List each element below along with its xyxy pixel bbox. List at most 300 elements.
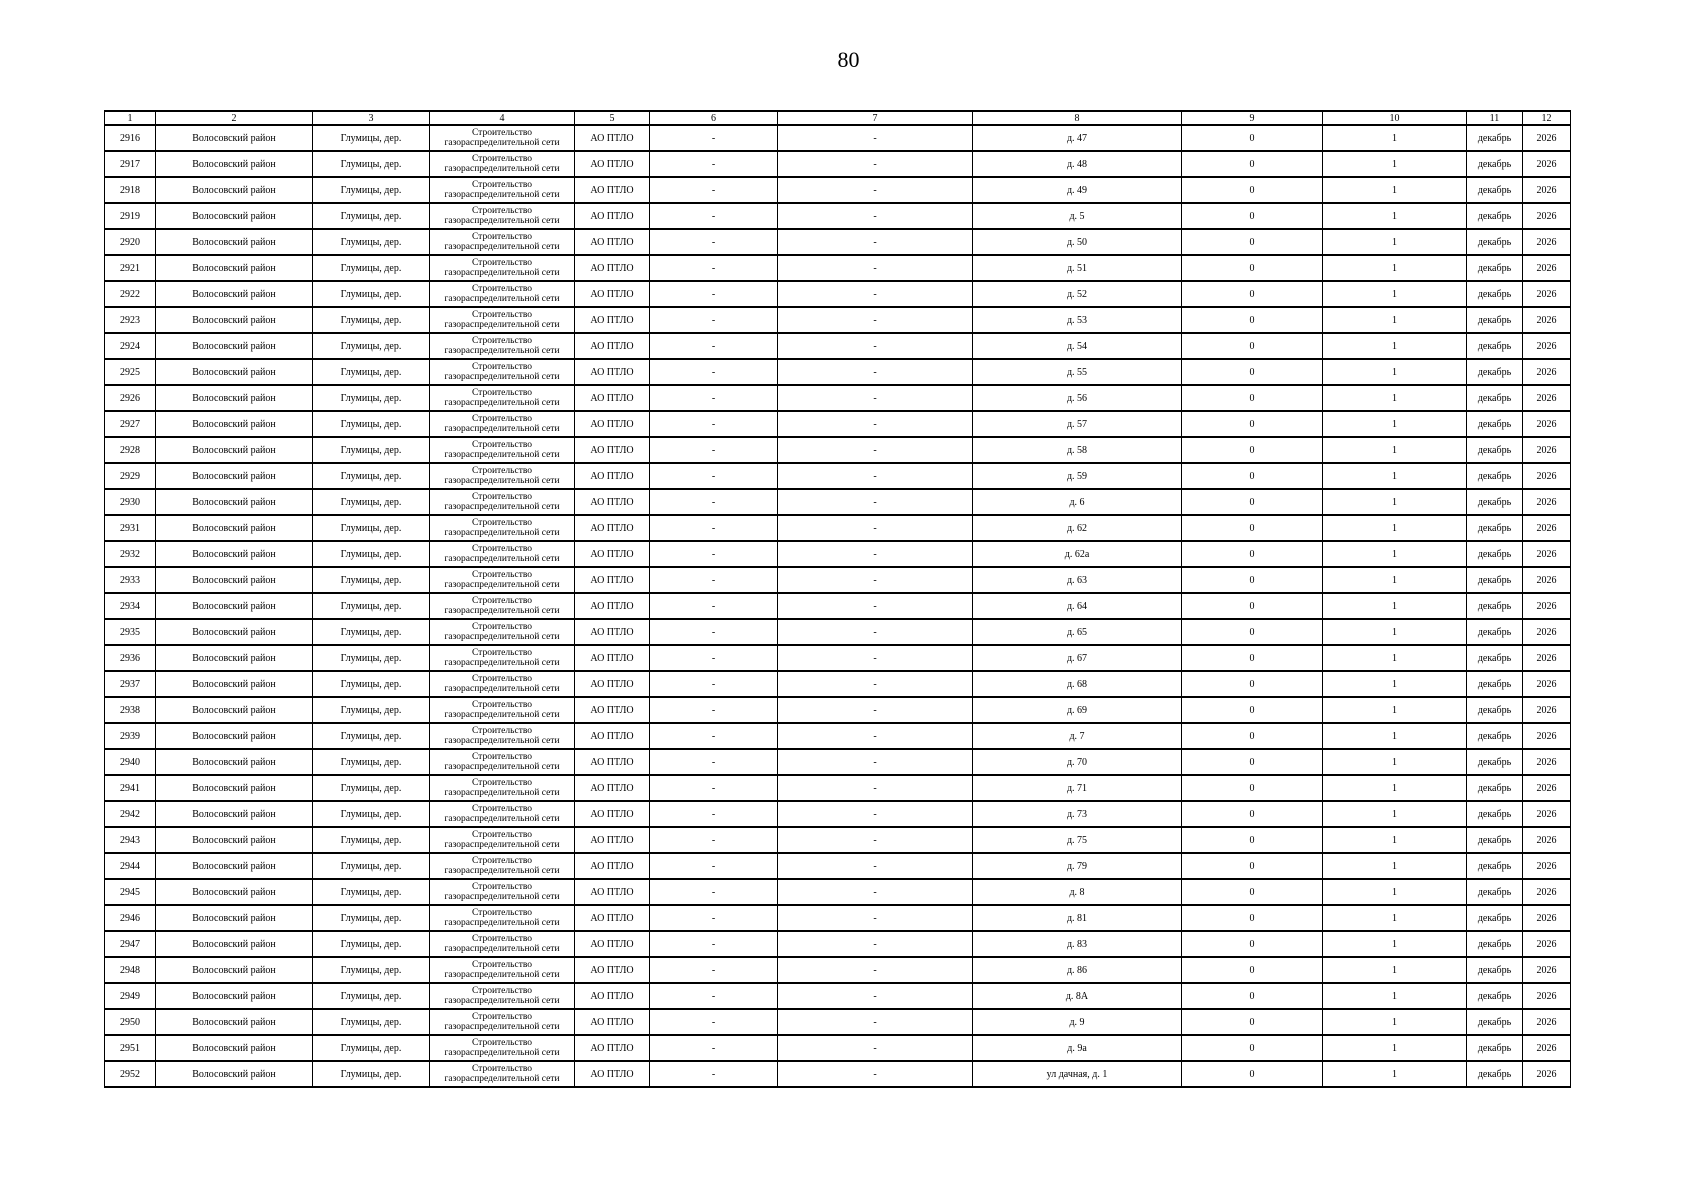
cell-district: Волосовский район xyxy=(156,905,313,931)
cell-district: Волосовский район xyxy=(156,827,313,853)
cell-year: 2026 xyxy=(1523,1009,1571,1035)
table-row xyxy=(105,463,1571,489)
cell-organization: АО ПТЛО xyxy=(575,515,650,541)
cell-row-number: 2935 xyxy=(105,619,156,645)
cell-col9-value: 0 xyxy=(1182,437,1323,463)
cell-col6-dash: - xyxy=(650,437,778,463)
cell-district: Волосовский район xyxy=(156,307,313,333)
cell-col10-value: 1 xyxy=(1323,151,1467,177)
cell-locality: Глумицы, дер. xyxy=(313,307,430,333)
cell-year: 2026 xyxy=(1523,489,1571,515)
cell-address: д. 58 xyxy=(973,437,1182,463)
cell-row-number: 2922 xyxy=(105,281,156,307)
cell-month: декабрь xyxy=(1467,411,1523,437)
cell-locality: Глумицы, дер. xyxy=(313,437,430,463)
cell-col6-dash: - xyxy=(650,931,778,957)
cell-month: декабрь xyxy=(1467,593,1523,619)
cell-year: 2026 xyxy=(1523,567,1571,593)
cell-address: д. 81 xyxy=(973,905,1182,931)
cell-col9-value: 0 xyxy=(1182,541,1323,567)
cell-row-number: 2947 xyxy=(105,931,156,957)
cell-locality: Глумицы, дер. xyxy=(313,541,430,567)
cell-locality: Глумицы, дер. xyxy=(313,229,430,255)
cell-district: Волосовский район xyxy=(156,333,313,359)
cell-col9-value: 0 xyxy=(1182,775,1323,801)
cell-work-type: Строительство газораспределительной сети xyxy=(430,593,575,619)
cell-organization: АО ПТЛО xyxy=(575,281,650,307)
cell-locality: Глумицы, дер. xyxy=(313,905,430,931)
cell-address: д. 83 xyxy=(973,931,1182,957)
cell-col10-value: 1 xyxy=(1323,879,1467,905)
cell-work-type: Строительство газораспределительной сети xyxy=(430,489,575,515)
cell-col10-value: 1 xyxy=(1323,957,1467,983)
cell-col7-dash: - xyxy=(778,645,973,671)
table-body xyxy=(105,125,1571,1087)
cell-year: 2026 xyxy=(1523,151,1571,177)
table-row xyxy=(105,1009,1571,1035)
cell-col7-dash: - xyxy=(778,203,973,229)
table-row xyxy=(105,281,1571,307)
cell-year: 2026 xyxy=(1523,385,1571,411)
cell-col6-dash: - xyxy=(650,541,778,567)
cell-row-number: 2939 xyxy=(105,723,156,749)
cell-district: Волосовский район xyxy=(156,515,313,541)
cell-col7-dash: - xyxy=(778,983,973,1009)
cell-row-number: 2926 xyxy=(105,385,156,411)
cell-work-type: Строительство газораспределительной сети xyxy=(430,983,575,1009)
cell-col9-value: 0 xyxy=(1182,593,1323,619)
table-row xyxy=(105,307,1571,333)
cell-col10-value: 1 xyxy=(1323,411,1467,437)
cell-col9-value: 0 xyxy=(1182,307,1323,333)
cell-col9-value: 0 xyxy=(1182,1061,1323,1087)
cell-year: 2026 xyxy=(1523,359,1571,385)
cell-locality: Глумицы, дер. xyxy=(313,281,430,307)
cell-address: д. 69 xyxy=(973,697,1182,723)
cell-col9-value: 0 xyxy=(1182,411,1323,437)
cell-work-type: Строительство газораспределительной сети xyxy=(430,801,575,827)
table-row xyxy=(105,671,1571,697)
cell-col10-value: 1 xyxy=(1323,333,1467,359)
cell-district: Волосовский район xyxy=(156,775,313,801)
cell-work-type: Строительство газораспределительной сети xyxy=(430,515,575,541)
column-header-9: 9 xyxy=(1182,111,1323,125)
cell-year: 2026 xyxy=(1523,697,1571,723)
cell-row-number: 2938 xyxy=(105,697,156,723)
cell-col7-dash: - xyxy=(778,385,973,411)
cell-organization: АО ПТЛО xyxy=(575,125,650,151)
cell-locality: Глумицы, дер. xyxy=(313,255,430,281)
cell-month: декабрь xyxy=(1467,723,1523,749)
cell-month: декабрь xyxy=(1467,125,1523,151)
cell-row-number: 2921 xyxy=(105,255,156,281)
cell-address: д. 68 xyxy=(973,671,1182,697)
cell-address: д. 7 xyxy=(973,723,1182,749)
cell-col6-dash: - xyxy=(650,749,778,775)
cell-district: Волосовский район xyxy=(156,567,313,593)
cell-address: д. 9 xyxy=(973,1009,1182,1035)
table-row xyxy=(105,749,1571,775)
table-row xyxy=(105,541,1571,567)
cell-organization: АО ПТЛО xyxy=(575,489,650,515)
cell-district: Волосовский район xyxy=(156,645,313,671)
cell-address: д. 48 xyxy=(973,151,1182,177)
cell-locality: Глумицы, дер. xyxy=(313,697,430,723)
cell-col6-dash: - xyxy=(650,827,778,853)
cell-work-type: Строительство газораспределительной сети xyxy=(430,359,575,385)
cell-year: 2026 xyxy=(1523,1061,1571,1087)
cell-year: 2026 xyxy=(1523,801,1571,827)
cell-year: 2026 xyxy=(1523,749,1571,775)
cell-col6-dash: - xyxy=(650,1009,778,1035)
cell-locality: Глумицы, дер. xyxy=(313,931,430,957)
cell-col9-value: 0 xyxy=(1182,1035,1323,1061)
cell-col6-dash: - xyxy=(650,333,778,359)
cell-col7-dash: - xyxy=(778,281,973,307)
cell-month: декабрь xyxy=(1467,1061,1523,1087)
cell-work-type: Строительство газораспределительной сети xyxy=(430,853,575,879)
cell-col10-value: 1 xyxy=(1323,697,1467,723)
cell-col10-value: 1 xyxy=(1323,645,1467,671)
cell-work-type: Строительство газораспределительной сети xyxy=(430,437,575,463)
column-header-11: 11 xyxy=(1467,111,1523,125)
cell-address: д. 49 xyxy=(973,177,1182,203)
cell-month: декабрь xyxy=(1467,229,1523,255)
cell-locality: Глумицы, дер. xyxy=(313,567,430,593)
cell-col9-value: 0 xyxy=(1182,931,1323,957)
cell-address: д. 6 xyxy=(973,489,1182,515)
cell-col9-value: 0 xyxy=(1182,619,1323,645)
cell-month: декабрь xyxy=(1467,203,1523,229)
table-row xyxy=(105,437,1571,463)
cell-address: д. 71 xyxy=(973,775,1182,801)
cell-district: Волосовский район xyxy=(156,983,313,1009)
cell-col7-dash: - xyxy=(778,775,973,801)
cell-col6-dash: - xyxy=(650,177,778,203)
table-row xyxy=(105,359,1571,385)
cell-row-number: 2933 xyxy=(105,567,156,593)
cell-locality: Глумицы, дер. xyxy=(313,1061,430,1087)
cell-col7-dash: - xyxy=(778,437,973,463)
cell-month: декабрь xyxy=(1467,541,1523,567)
cell-col9-value: 0 xyxy=(1182,879,1323,905)
cell-month: декабрь xyxy=(1467,645,1523,671)
cell-row-number: 2931 xyxy=(105,515,156,541)
cell-col9-value: 0 xyxy=(1182,125,1323,151)
cell-address: д. 56 xyxy=(973,385,1182,411)
cell-month: декабрь xyxy=(1467,307,1523,333)
column-header-1: 1 xyxy=(105,111,156,125)
table-row xyxy=(105,983,1571,1009)
cell-locality: Глумицы, дер. xyxy=(313,151,430,177)
cell-col6-dash: - xyxy=(650,853,778,879)
cell-year: 2026 xyxy=(1523,463,1571,489)
cell-row-number: 2948 xyxy=(105,957,156,983)
cell-address: д. 86 xyxy=(973,957,1182,983)
cell-locality: Глумицы, дер. xyxy=(313,593,430,619)
cell-locality: Глумицы, дер. xyxy=(313,775,430,801)
cell-address: д. 8А xyxy=(973,983,1182,1009)
cell-locality: Глумицы, дер. xyxy=(313,1009,430,1035)
cell-col10-value: 1 xyxy=(1323,463,1467,489)
gas-network-table-container xyxy=(104,110,1570,1088)
cell-address: д. 8 xyxy=(973,879,1182,905)
cell-col6-dash: - xyxy=(650,723,778,749)
cell-organization: АО ПТЛО xyxy=(575,307,650,333)
cell-month: декабрь xyxy=(1467,879,1523,905)
table-row xyxy=(105,697,1571,723)
cell-district: Волосовский район xyxy=(156,879,313,905)
cell-col9-value: 0 xyxy=(1182,749,1323,775)
column-header-3: 3 xyxy=(313,111,430,125)
cell-row-number: 2951 xyxy=(105,1035,156,1061)
cell-col6-dash: - xyxy=(650,879,778,905)
cell-row-number: 2917 xyxy=(105,151,156,177)
cell-col10-value: 1 xyxy=(1323,723,1467,749)
cell-work-type: Строительство газораспределительной сети xyxy=(430,905,575,931)
cell-year: 2026 xyxy=(1523,203,1571,229)
table-row xyxy=(105,827,1571,853)
cell-district: Волосовский район xyxy=(156,1009,313,1035)
cell-col10-value: 1 xyxy=(1323,567,1467,593)
table-row xyxy=(105,879,1571,905)
cell-work-type: Строительство газораспределительной сети xyxy=(430,1009,575,1035)
cell-col10-value: 1 xyxy=(1323,1061,1467,1087)
cell-col6-dash: - xyxy=(650,567,778,593)
cell-col6-dash: - xyxy=(650,151,778,177)
cell-locality: Глумицы, дер. xyxy=(313,879,430,905)
cell-address: д. 73 xyxy=(973,801,1182,827)
cell-address: д. 47 xyxy=(973,125,1182,151)
cell-col9-value: 0 xyxy=(1182,281,1323,307)
cell-month: декабрь xyxy=(1467,151,1523,177)
cell-row-number: 2928 xyxy=(105,437,156,463)
cell-organization: АО ПТЛО xyxy=(575,645,650,671)
cell-locality: Глумицы, дер. xyxy=(313,203,430,229)
cell-col6-dash: - xyxy=(650,697,778,723)
cell-row-number: 2936 xyxy=(105,645,156,671)
cell-organization: АО ПТЛО xyxy=(575,983,650,1009)
cell-locality: Глумицы, дер. xyxy=(313,723,430,749)
cell-col10-value: 1 xyxy=(1323,749,1467,775)
cell-col9-value: 0 xyxy=(1182,827,1323,853)
table-row xyxy=(105,151,1571,177)
cell-col7-dash: - xyxy=(778,1035,973,1061)
cell-col10-value: 1 xyxy=(1323,385,1467,411)
cell-organization: АО ПТЛО xyxy=(575,411,650,437)
cell-organization: АО ПТЛО xyxy=(575,1061,650,1087)
cell-organization: АО ПТЛО xyxy=(575,775,650,801)
cell-organization: АО ПТЛО xyxy=(575,385,650,411)
cell-work-type: Строительство газораспределительной сети xyxy=(430,151,575,177)
cell-col9-value: 0 xyxy=(1182,463,1323,489)
cell-locality: Глумицы, дер. xyxy=(313,645,430,671)
cell-col10-value: 1 xyxy=(1323,515,1467,541)
table-row xyxy=(105,515,1571,541)
cell-district: Волосовский район xyxy=(156,749,313,775)
column-header-7: 7 xyxy=(778,111,973,125)
cell-col9-value: 0 xyxy=(1182,983,1323,1009)
cell-organization: АО ПТЛО xyxy=(575,437,650,463)
table-row xyxy=(105,203,1571,229)
cell-work-type: Строительство газораспределительной сети xyxy=(430,255,575,281)
cell-locality: Глумицы, дер. xyxy=(313,359,430,385)
cell-district: Волосовский район xyxy=(156,229,313,255)
cell-col10-value: 1 xyxy=(1323,619,1467,645)
cell-organization: АО ПТЛО xyxy=(575,151,650,177)
cell-district: Волосовский район xyxy=(156,177,313,203)
column-header-10: 10 xyxy=(1323,111,1467,125)
cell-col6-dash: - xyxy=(650,203,778,229)
cell-work-type: Строительство газораспределительной сети xyxy=(430,879,575,905)
cell-year: 2026 xyxy=(1523,957,1571,983)
table-row xyxy=(105,567,1571,593)
cell-col6-dash: - xyxy=(650,255,778,281)
column-header-2: 2 xyxy=(156,111,313,125)
cell-col6-dash: - xyxy=(650,619,778,645)
cell-row-number: 2945 xyxy=(105,879,156,905)
cell-work-type: Строительство газораспределительной сети xyxy=(430,567,575,593)
cell-row-number: 2916 xyxy=(105,125,156,151)
cell-organization: АО ПТЛО xyxy=(575,957,650,983)
cell-col7-dash: - xyxy=(778,489,973,515)
cell-col9-value: 0 xyxy=(1182,645,1323,671)
cell-col9-value: 0 xyxy=(1182,255,1323,281)
table-row xyxy=(105,853,1571,879)
cell-col9-value: 0 xyxy=(1182,801,1323,827)
cell-organization: АО ПТЛО xyxy=(575,619,650,645)
cell-address: д. 79 xyxy=(973,853,1182,879)
cell-month: декабрь xyxy=(1467,853,1523,879)
cell-row-number: 2952 xyxy=(105,1061,156,1087)
cell-col9-value: 0 xyxy=(1182,957,1323,983)
cell-col6-dash: - xyxy=(650,307,778,333)
cell-row-number: 2925 xyxy=(105,359,156,385)
cell-col7-dash: - xyxy=(778,697,973,723)
cell-organization: АО ПТЛО xyxy=(575,671,650,697)
table-row xyxy=(105,775,1571,801)
table-row xyxy=(105,645,1571,671)
cell-organization: АО ПТЛО xyxy=(575,333,650,359)
cell-row-number: 2924 xyxy=(105,333,156,359)
cell-district: Волосовский район xyxy=(156,255,313,281)
cell-work-type: Строительство газораспределительной сети xyxy=(430,697,575,723)
cell-col7-dash: - xyxy=(778,593,973,619)
cell-organization: АО ПТЛО xyxy=(575,1009,650,1035)
cell-row-number: 2932 xyxy=(105,541,156,567)
cell-col7-dash: - xyxy=(778,307,973,333)
cell-col10-value: 1 xyxy=(1323,541,1467,567)
cell-col10-value: 1 xyxy=(1323,229,1467,255)
cell-address: ул дачная, д. 1 xyxy=(973,1061,1182,1087)
cell-col7-dash: - xyxy=(778,177,973,203)
cell-row-number: 2937 xyxy=(105,671,156,697)
table-row xyxy=(105,801,1571,827)
cell-year: 2026 xyxy=(1523,125,1571,151)
cell-district: Волосовский район xyxy=(156,593,313,619)
cell-year: 2026 xyxy=(1523,411,1571,437)
cell-work-type: Строительство газораспределительной сети xyxy=(430,1061,575,1087)
cell-year: 2026 xyxy=(1523,723,1571,749)
cell-col6-dash: - xyxy=(650,463,778,489)
cell-col10-value: 1 xyxy=(1323,489,1467,515)
cell-col7-dash: - xyxy=(778,801,973,827)
cell-col9-value: 0 xyxy=(1182,177,1323,203)
table-row xyxy=(105,229,1571,255)
cell-col7-dash: - xyxy=(778,1061,973,1087)
cell-month: декабрь xyxy=(1467,489,1523,515)
cell-col6-dash: - xyxy=(650,229,778,255)
cell-locality: Глумицы, дер. xyxy=(313,619,430,645)
table-row xyxy=(105,905,1571,931)
cell-col7-dash: - xyxy=(778,359,973,385)
cell-month: декабрь xyxy=(1467,827,1523,853)
cell-col7-dash: - xyxy=(778,749,973,775)
cell-address: д. 62 xyxy=(973,515,1182,541)
cell-year: 2026 xyxy=(1523,619,1571,645)
cell-address: д. 62а xyxy=(973,541,1182,567)
cell-year: 2026 xyxy=(1523,853,1571,879)
cell-row-number: 2943 xyxy=(105,827,156,853)
cell-district: Волосовский район xyxy=(156,931,313,957)
cell-month: декабрь xyxy=(1467,619,1523,645)
cell-col6-dash: - xyxy=(650,411,778,437)
cell-month: декабрь xyxy=(1467,983,1523,1009)
cell-district: Волосовский район xyxy=(156,1035,313,1061)
cell-year: 2026 xyxy=(1523,931,1571,957)
cell-col7-dash: - xyxy=(778,723,973,749)
cell-month: декабрь xyxy=(1467,515,1523,541)
table-row xyxy=(105,255,1571,281)
cell-year: 2026 xyxy=(1523,177,1571,203)
cell-month: декабрь xyxy=(1467,333,1523,359)
cell-work-type: Строительство газораспределительной сети xyxy=(430,1035,575,1061)
cell-month: декабрь xyxy=(1467,905,1523,931)
cell-work-type: Строительство газораспределительной сети xyxy=(430,229,575,255)
cell-col7-dash: - xyxy=(778,827,973,853)
cell-year: 2026 xyxy=(1523,983,1571,1009)
cell-row-number: 2946 xyxy=(105,905,156,931)
cell-organization: АО ПТЛО xyxy=(575,255,650,281)
cell-col6-dash: - xyxy=(650,957,778,983)
cell-col7-dash: - xyxy=(778,853,973,879)
cell-address: д. 55 xyxy=(973,359,1182,385)
cell-organization: АО ПТЛО xyxy=(575,541,650,567)
cell-district: Волосовский район xyxy=(156,125,313,151)
table-row xyxy=(105,1035,1571,1061)
cell-month: декабрь xyxy=(1467,1035,1523,1061)
cell-year: 2026 xyxy=(1523,515,1571,541)
cell-col9-value: 0 xyxy=(1182,723,1323,749)
column-header-6: 6 xyxy=(650,111,778,125)
cell-address: д. 54 xyxy=(973,333,1182,359)
cell-locality: Глумицы, дер. xyxy=(313,801,430,827)
cell-col9-value: 0 xyxy=(1182,905,1323,931)
cell-col6-dash: - xyxy=(650,515,778,541)
cell-organization: АО ПТЛО xyxy=(575,1035,650,1061)
cell-work-type: Строительство газораспределительной сети xyxy=(430,749,575,775)
cell-locality: Глумицы, дер. xyxy=(313,385,430,411)
cell-year: 2026 xyxy=(1523,255,1571,281)
cell-district: Волосовский район xyxy=(156,697,313,723)
table-row xyxy=(105,411,1571,437)
cell-year: 2026 xyxy=(1523,437,1571,463)
cell-work-type: Строительство газораспределительной сети xyxy=(430,411,575,437)
cell-row-number: 2930 xyxy=(105,489,156,515)
cell-row-number: 2919 xyxy=(105,203,156,229)
cell-col9-value: 0 xyxy=(1182,203,1323,229)
cell-row-number: 2934 xyxy=(105,593,156,619)
